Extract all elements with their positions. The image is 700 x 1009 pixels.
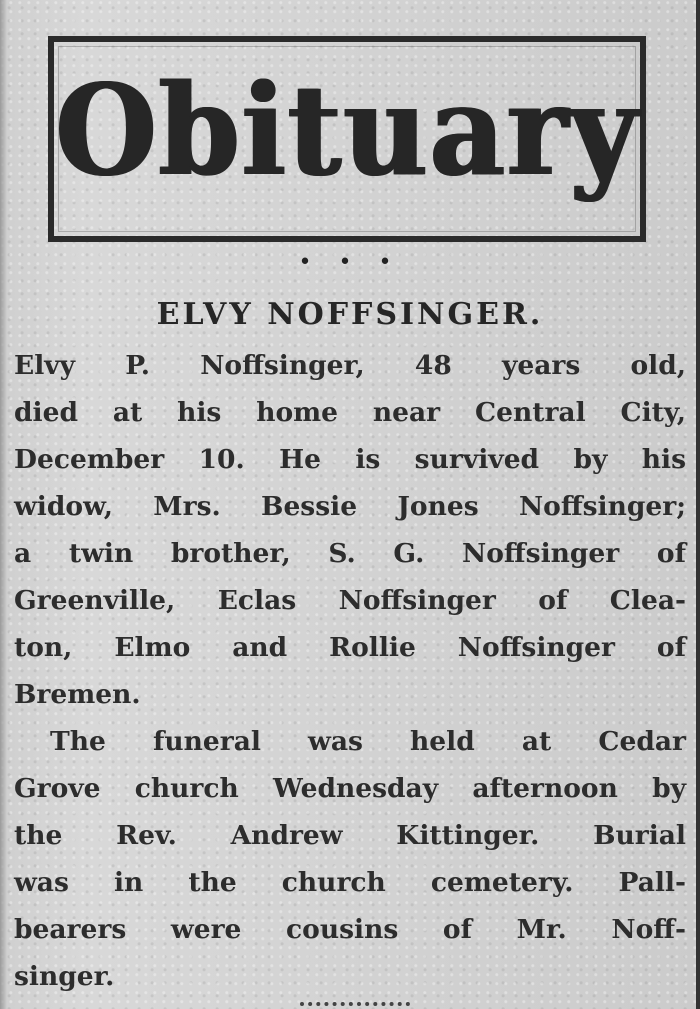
masthead-frame xyxy=(48,36,646,242)
bottom-divider xyxy=(300,1002,410,1009)
body-line: Greenville, Eclas Noffsinger of Clea- xyxy=(14,585,686,616)
body-line: bearers were cousins of Mr. Noff- xyxy=(14,914,686,945)
right-column-rule xyxy=(696,0,700,1009)
body-line: a twin brother, S. G. Noffsinger of xyxy=(14,538,686,569)
body-line: widow, Mrs. Bessie Jones Noffsinger; xyxy=(14,491,686,522)
body-line: Bremen. xyxy=(14,679,141,710)
body-line: ton, Elmo and Rollie Noffsinger of xyxy=(14,632,686,663)
left-page-edge xyxy=(0,0,7,1009)
body-line: singer. xyxy=(14,961,115,992)
body-line: Grove church Wednesday afternoon by xyxy=(14,773,686,804)
masthead-title: Obituary xyxy=(55,57,639,205)
ornament-divider: • • • xyxy=(298,250,402,275)
body-line: the Rev. Andrew Kittinger. Burial xyxy=(14,820,686,851)
body-line: The funeral was held at Cedar xyxy=(50,726,686,757)
body-line: died at his home near Central City, xyxy=(14,397,686,428)
body-line: Elvy P. Noffsinger, 48 years old, xyxy=(14,350,686,381)
article-title: ELVY NOFFSINGER. xyxy=(156,297,544,332)
body-line: was in the church cemetery. Pall- xyxy=(14,867,686,898)
body-line: December 10. He is survived by his xyxy=(14,444,686,475)
